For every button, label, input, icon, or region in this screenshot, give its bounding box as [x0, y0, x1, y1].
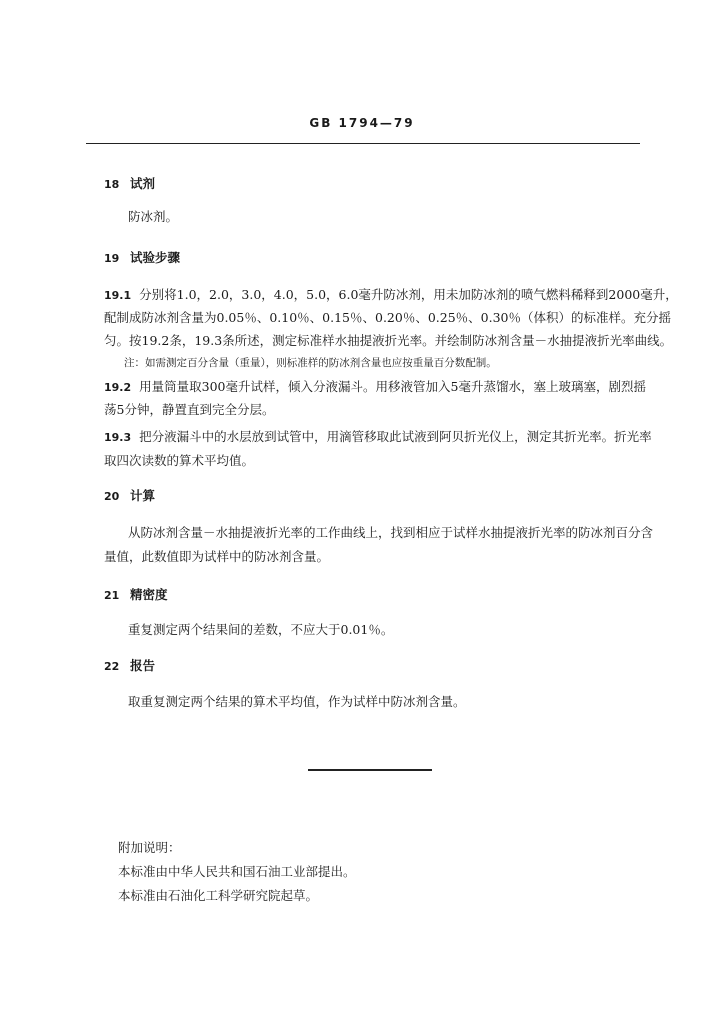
- para-19-3-line-1: [104, 429, 652, 446]
- para-19-3-line-2: 取四次读数的算术平均值。: [104, 453, 255, 468]
- section-18-heading: [104, 176, 155, 193]
- section-18-body: 防冰剂。: [128, 209, 179, 224]
- section-20-title: 计算: [130, 488, 156, 503]
- section-18-number: 18: [104, 178, 120, 191]
- section-18-title: 试剂: [130, 176, 156, 191]
- appendix-line-1: 本标准由中华人民共和国石油工业部提出。: [118, 864, 356, 879]
- section-22-body: 取重复测定两个结果的算术平均值，作为试样中防冰剂含量。: [128, 694, 466, 709]
- section-19-title: 试验步骤: [130, 250, 181, 265]
- section-19-number: 19: [104, 252, 120, 265]
- para-19-1-number: 19.1: [104, 289, 132, 302]
- appendix-title: 附加说明：: [118, 840, 181, 855]
- section-22-heading: [104, 658, 155, 675]
- para-19-1-line-2: 配制成防冰剂含量为0.05％、0.10％、0.15％、0.20％、0.25％、0.30％（体积）的标准样。充分摇: [104, 310, 671, 325]
- section-22-number: 22: [104, 660, 120, 673]
- para-19-2-number: 19.2: [104, 381, 132, 394]
- section-20-line-2: 量值，此数值即为试样中的防冰剂含量。: [104, 549, 330, 564]
- section-21-body: 重复测定两个结果间的差数，不应大于0.01％。: [128, 622, 394, 637]
- section-20-line-1: 从防冰剂含量－水抽提液折光率的工作曲线上，找到相应于试样水抽提液折光率的防冰剂百分含: [128, 525, 654, 540]
- section-21-number: 21: [104, 589, 120, 602]
- para-19-2-text-1: 用量筒量取300毫升试样，倾入分液漏斗。用移液管加入5毫升蒸馏水，塞上玻璃塞，剧烈摇: [139, 379, 646, 394]
- para-19-3-text-1: 把分液漏斗中的水层放到试管中，用滴管移取此试液到阿贝折光仪上，测定其折光率。折光率: [139, 429, 652, 444]
- section-21-heading: [104, 587, 168, 604]
- para-19-1-line-3: 匀。按19.2条，19.3条所述，测定标准样水抽提液折光率。并绘制防冰剂含量－水抽提液折光率曲线。: [104, 333, 673, 348]
- para-19-3-number: 19.3: [104, 431, 132, 444]
- para-19-1-text-1: 分别将1.0，2.0，3.0，4.0，5.0，6.0毫升防冰剂，用未加防冰剂的喷气燃料稀释到2000毫升，: [139, 287, 678, 302]
- section-22-title: 报告: [130, 658, 156, 673]
- end-rule: [308, 769, 432, 771]
- appendix-line-2: 本标准由石油化工科学研究院起草。: [118, 888, 319, 903]
- section-20-number: 20: [104, 490, 120, 503]
- header-rule: [86, 143, 640, 144]
- para-19-2-line-2: 荡5分钟，静置直到完全分层。: [104, 402, 275, 417]
- section-19-heading: [104, 250, 180, 267]
- para-19-1-line-1: [104, 287, 678, 304]
- section-21-title: 精密度: [130, 587, 168, 602]
- para-19-note: 注：如需测定百分含量（重量），则标准样的防冰剂含量也应按重量百分数配制。: [124, 357, 497, 369]
- section-20-heading: [104, 488, 155, 505]
- document-code-header: GB 1794—79: [309, 116, 415, 130]
- para-19-2-line-1: [104, 379, 646, 396]
